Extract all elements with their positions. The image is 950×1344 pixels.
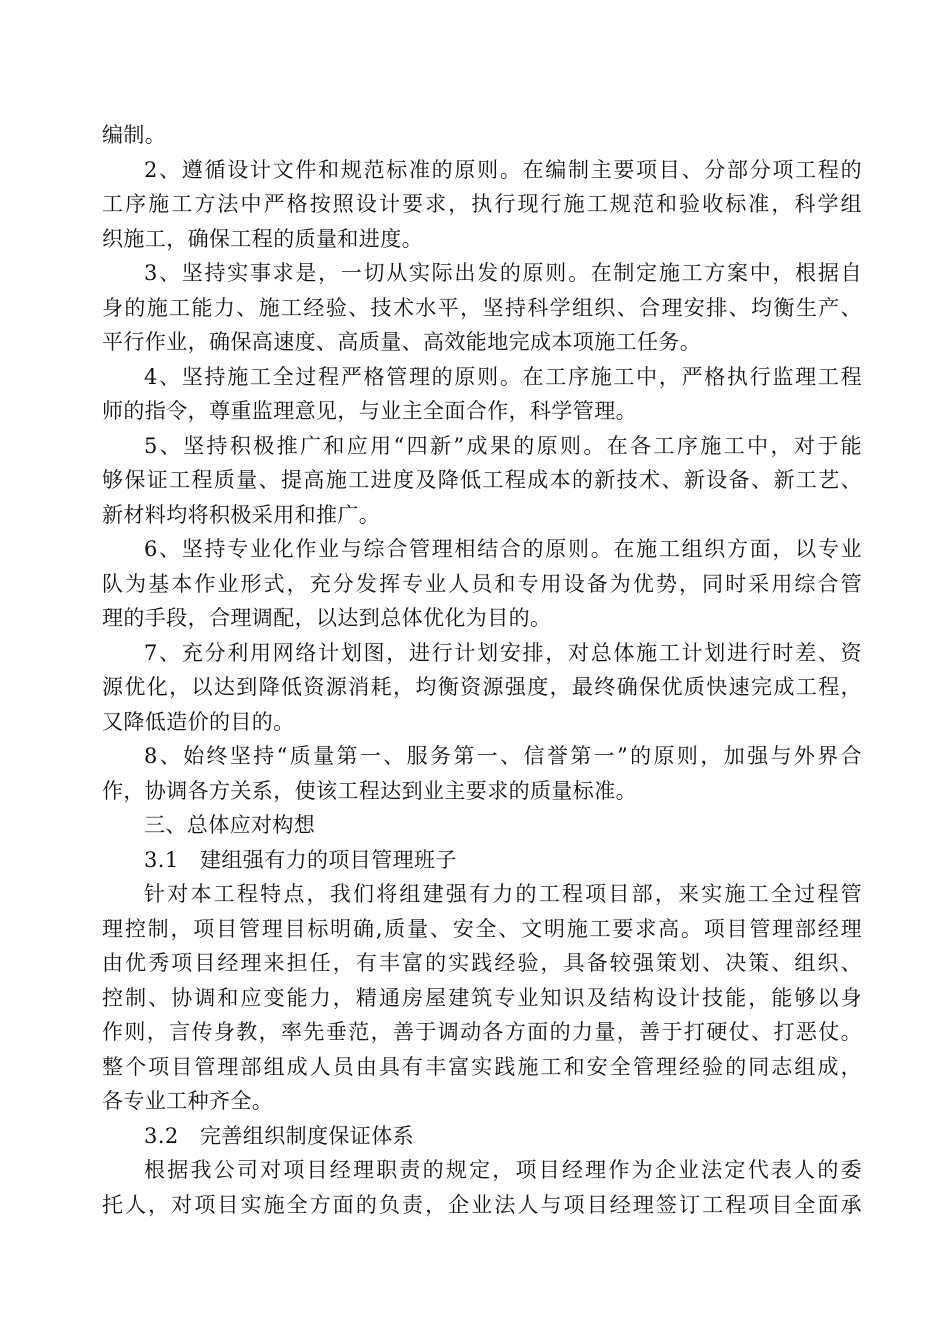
- text-line: 托人，对项目实施全方面的负责，企业法人与项目经理签订工程项目全面承: [102, 1192, 862, 1217]
- text-line: 5、坚持积极推广和应用“四新”成果的原则。在各工序施工中，对于能: [144, 433, 862, 458]
- text-line: 8、始终坚持“质量第一、服务第一、信誉第一”的原则，加强与外界合: [144, 744, 862, 768]
- text-line: 三、总体应对构想: [144, 813, 316, 837]
- text-line: 又降低造价的目的。: [102, 709, 295, 734]
- text-line: 够保证工程质量、提高施工进度及降低工程成本的新技术、新设备、新工艺、: [102, 468, 862, 492]
- text-line: 根据我公司对项目经理职责的规定，项目经理作为企业法定代表人的委: [144, 1158, 862, 1182]
- text-line: 由优秀项目经理来担任，有丰富的实践经验，具备较强策划、决策、组织、: [102, 951, 862, 975]
- text-line: 师的指令，尊重监理意见，与业主全面合作，科学管理。: [102, 399, 637, 423]
- text-line: 源优化，以达到降低资源消耗，均衡资源强度，最终确保优质快速完成工程，: [102, 675, 862, 699]
- text-line: 3.1 建组强有力的项目管理班子: [144, 847, 457, 872]
- text-line: 7、充分利用网络计划图，进行计划安排，对总体施工计划进行时差、资: [144, 640, 862, 665]
- text-line: 理的手段，合理调配，以达到总体优化为目的。: [102, 606, 552, 630]
- text-line: 作则，言传身教，率先垂范，善于调动各方面的力量，善于打硬仗、打恶仗。: [102, 1020, 862, 1044]
- text-line: 队为基本作业形式，充分发挥专业人员和专用设备为优势，同时采用综合管: [102, 571, 862, 596]
- text-line: 理控制，项目管理目标明确,质量、安全、文明施工要求高。项目管理部经理: [102, 916, 862, 941]
- text-line: 身的施工能力、施工经验、技术水平，坚持科学组织、合理安排、均衡生产、: [102, 295, 862, 320]
- text-line: 4、坚持施工全过程严格管理的原则。在工序施工中，严格执行监理工程: [144, 364, 862, 389]
- document-body: [102, 118, 862, 1222]
- text-line: 6、坚持专业化作业与综合管理相结合的原则。在施工组织方面，以专业: [144, 537, 862, 561]
- text-line: 工序施工方法中严格按照设计要求，执行现行施工规范和验收标准，科学组: [102, 192, 862, 216]
- text-line: 整个项目管理部组成人员由具有丰富实践施工和安全管理经验的同志组成，: [102, 1054, 862, 1079]
- text-line: 3、坚持实事求是，一切从实际出发的原则。在制定施工方案中，根据自: [144, 261, 862, 285]
- text-line: 3.2 完善组织制度保证体系: [144, 1123, 414, 1148]
- text-line: 控制、协调和应变能力，精通房屋建筑专业知识及结构设计技能，能够以身: [102, 985, 862, 1010]
- text-line: 编制。: [102, 123, 167, 147]
- text-line: 新材料均将积极采用和推广。: [102, 502, 381, 527]
- text-line: 各专业工种齐全。: [102, 1089, 274, 1113]
- text-line: 针对本工程特点，我们将组建强有力的工程项目部，来实施工全过程管: [144, 882, 862, 906]
- text-line: 织施工，确保工程的质量和进度。: [102, 226, 423, 251]
- text-line: 作，协调各方关系，使该工程达到业主要求的质量标准。: [102, 778, 637, 803]
- text-line: 平行作业，确保高速度、高质量、高效能地完成本项施工任务。: [102, 330, 702, 354]
- text-line: 2、遵循设计文件和规范标准的原则。在编制主要项目、分部分项工程的: [144, 157, 862, 182]
